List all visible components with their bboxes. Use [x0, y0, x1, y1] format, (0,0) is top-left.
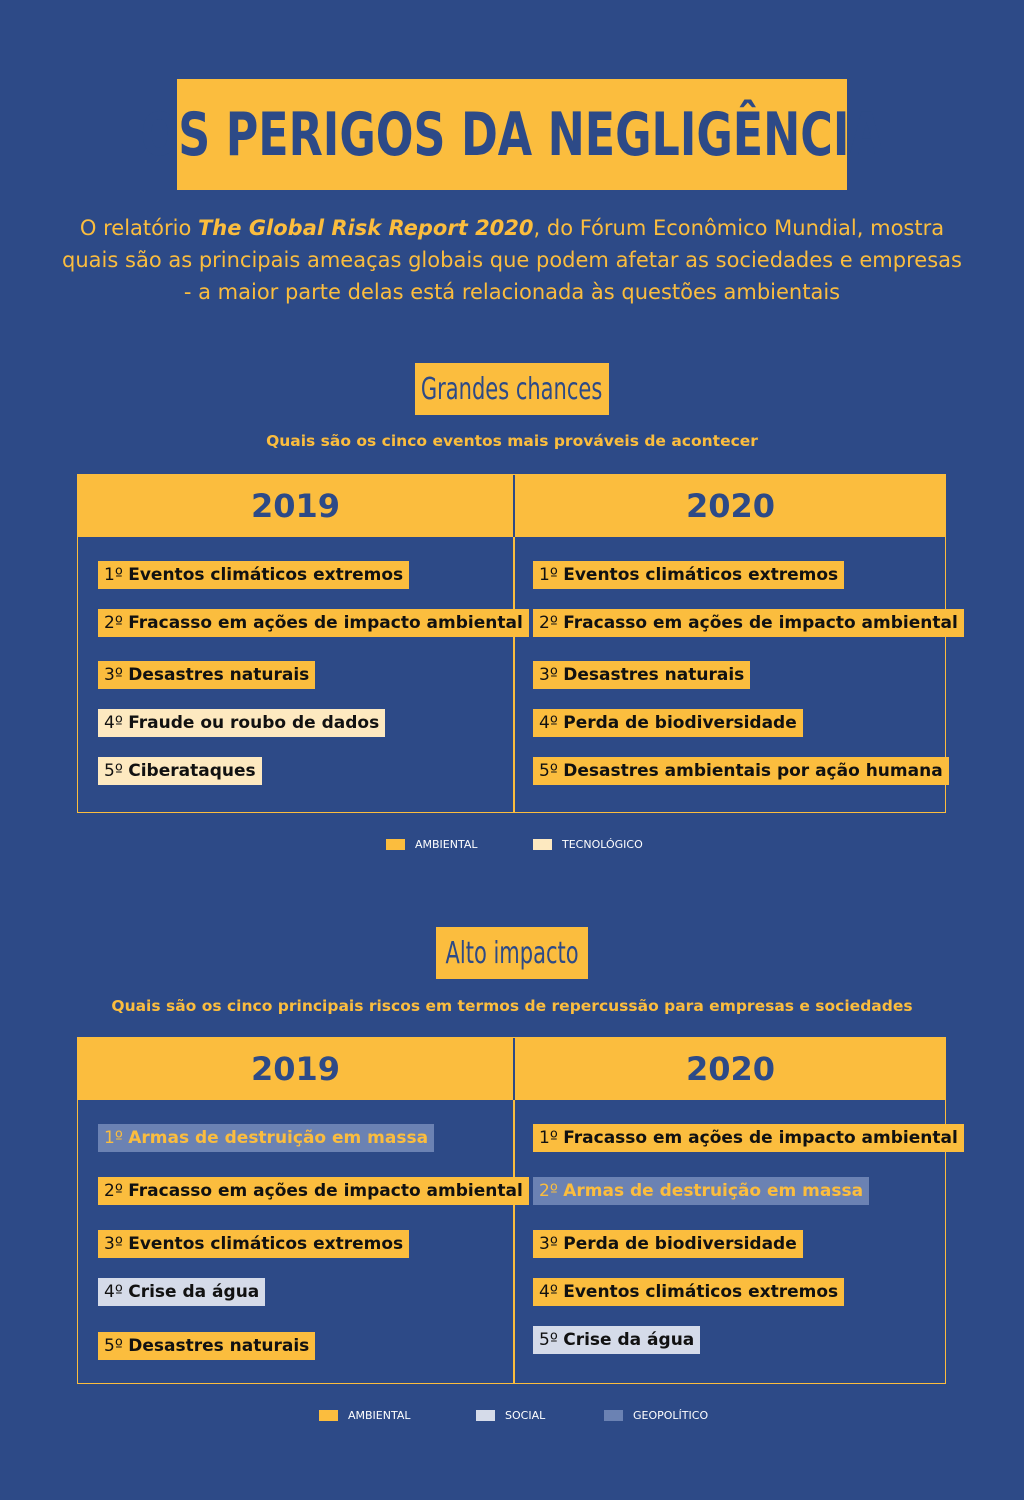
rank-text: Eventos climáticos extremos: [128, 1234, 404, 1254]
legend-label: TECNOLÓGICO: [562, 838, 643, 851]
ranking-item: [533, 1124, 964, 1152]
intro-part1: O relatório: [79, 216, 198, 240]
rank-number: 2º: [104, 613, 129, 633]
rank-text: Fracasso em ações de impacto ambiental: [128, 1181, 523, 1201]
rank-number: 4º: [104, 1282, 129, 1302]
ranking-table-alto-impacto: [77, 1037, 958, 1384]
ranking-item: [533, 757, 949, 785]
rank-text: Fracasso em ações de impacto ambiental: [128, 613, 523, 633]
ranking-item: [98, 1332, 315, 1360]
rank-number: 4º: [104, 713, 129, 733]
report-name: The Global Risk Report 2020: [197, 216, 534, 240]
rank-text: Armas de destruição em massa: [563, 1181, 864, 1201]
ranking-table-grandes-chances: [77, 474, 958, 813]
rank-text: Perda de biodiversidade: [563, 713, 797, 733]
rank-number: 3º: [539, 665, 564, 685]
column-divider: [513, 1100, 515, 1383]
legend-swatch: [319, 1410, 338, 1421]
ranking-item: [98, 561, 409, 589]
rank-number: 1º: [539, 1128, 564, 1148]
legend-item-tecnologico: [533, 838, 643, 851]
rank-text: Fraude ou roubo de dados: [128, 713, 380, 733]
ranking-item: [98, 709, 385, 737]
ranking-item: [533, 1278, 844, 1306]
ranking-item: [98, 1230, 409, 1258]
rank-number: 2º: [539, 613, 564, 633]
section-subtitle: Quais são os cinco eventos mais prováveis de acontecer: [266, 432, 758, 450]
ranking-item: [98, 1278, 265, 1306]
page-title: OS PERIGOS DA NEGLIGÊNCIA: [140, 99, 884, 170]
rank-number: 2º: [539, 1181, 564, 1201]
rank-text: Fracasso em ações de impacto ambiental: [563, 1128, 958, 1148]
section-tag-label: Grandes chances: [421, 371, 603, 407]
legend-item-social: [476, 1409, 545, 1422]
rank-text: Ciberataques: [128, 761, 256, 781]
rank-text: Eventos climáticos extremos: [563, 565, 839, 585]
ranking-item: [98, 1177, 529, 1205]
rank-text: Crise da água: [563, 1330, 695, 1350]
ranking-item: [98, 661, 315, 689]
rank-number: 3º: [104, 1234, 129, 1254]
rank-text: Desastres naturais: [128, 1336, 310, 1356]
section-subtitle: Quais são os cinco principais riscos em termos de repercussão para empresas e sociedades: [111, 997, 913, 1015]
rank-text: Crise da água: [128, 1282, 260, 1302]
rank-text: Eventos climáticos extremos: [563, 1282, 839, 1302]
section-tag-label: Alto impacto: [445, 935, 579, 971]
ranking-item: [533, 661, 750, 689]
rank-text: Desastres naturais: [563, 665, 745, 685]
rank-number: 1º: [539, 565, 564, 585]
section-tag-grandes-chances: [415, 363, 609, 415]
rank-number: 5º: [539, 1330, 564, 1350]
rank-text: Fracasso em ações de impacto ambiental: [563, 613, 958, 633]
legend-item-ambiental: [386, 838, 478, 851]
legend-item-geopolitico: [604, 1409, 708, 1422]
column-divider: [513, 537, 515, 812]
legend-swatch: [604, 1410, 623, 1421]
legend-swatch: [476, 1410, 495, 1421]
rank-number: 4º: [539, 1282, 564, 1302]
rank-number: 5º: [104, 761, 129, 781]
legend-label: GEOPOLÍTICO: [633, 1409, 709, 1422]
year-2020-header: 2020: [685, 1050, 776, 1088]
year-2019-header: 2019: [250, 1050, 341, 1088]
ranking-item: [533, 709, 803, 737]
legend-swatch: [533, 839, 552, 850]
rank-number: 4º: [539, 713, 564, 733]
rank-number: 3º: [104, 665, 129, 685]
ranking-item: [98, 757, 262, 785]
ranking-item: [533, 1177, 869, 1205]
rank-text: Desastres naturais: [128, 665, 310, 685]
rank-text: Desastres ambientais por ação humana: [563, 761, 943, 781]
legend-swatch: [386, 839, 405, 850]
ranking-item: [533, 561, 844, 589]
intro-part2: , do Fórum Econômico Mundial, mostra quais são as principais ameaças globais que podem afetar as sociedades e empresas - a maior parte delas está relacionada às questões ambientais: [62, 216, 962, 304]
ranking-item: [98, 609, 529, 637]
ranking-item: [533, 609, 964, 637]
rank-number: 5º: [539, 761, 564, 781]
ranking-item: [98, 1124, 434, 1152]
title-banner: [140, 79, 884, 190]
rank-number: 3º: [539, 1234, 564, 1254]
rank-number: 1º: [104, 1128, 129, 1148]
rank-number: 2º: [104, 1181, 129, 1201]
rank-text: Eventos climáticos extremos: [128, 565, 404, 585]
legend-label: SOCIAL: [505, 1409, 546, 1422]
rank-number: 1º: [104, 565, 129, 585]
rank-text: Perda de biodiversidade: [563, 1234, 797, 1254]
legend-item-ambiental: [319, 1409, 411, 1422]
ranking-item: [533, 1326, 700, 1354]
legend-label: AMBIENTAL: [415, 838, 478, 851]
rank-number: 5º: [104, 1336, 129, 1356]
ranking-item: [533, 1230, 803, 1258]
intro-paragraph: [60, 212, 964, 308]
year-2019-header: 2019: [250, 487, 341, 525]
rank-text: Armas de destruição em massa: [128, 1128, 429, 1148]
legend-label: AMBIENTAL: [348, 1409, 411, 1422]
year-2020-header: 2020: [685, 487, 776, 525]
section-tag-alto-impacto: [436, 927, 588, 979]
